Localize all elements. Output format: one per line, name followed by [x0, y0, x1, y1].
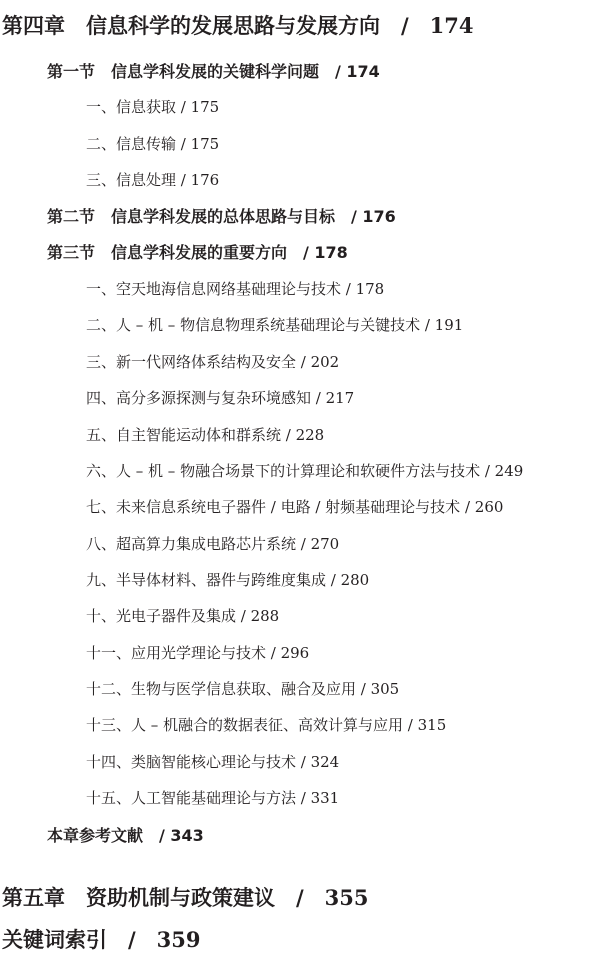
- toc-item: 五、自主智能运动体和群系统 / 228: [86, 426, 325, 444]
- toc-item: 十三、人 – 机融合的数据表征、高效计算与应用 / 315: [86, 716, 447, 734]
- toc-item: 一、信息获取 / 175: [86, 98, 220, 116]
- toc-item: 十一、应用光学理论与技术 / 296: [86, 644, 310, 662]
- toc-section-1: 第一节 信息学科发展的关键科学问题 / 174: [47, 62, 380, 81]
- toc-item: 十、光电子器件及集成 / 288: [86, 607, 280, 625]
- toc-section-3: 第三节 信息学科发展的重要方向 / 178: [47, 243, 348, 262]
- toc-section-references: 本章参考文献 / 343: [47, 826, 204, 845]
- toc-chapter-5: 第五章 资助机制与政策建议 / 355: [2, 885, 369, 910]
- toc-item: 三、新一代网络体系结构及安全 / 202: [86, 353, 340, 371]
- toc-item: 二、信息传输 / 175: [86, 135, 220, 153]
- toc-item: 二、人 – 机 – 物信息物理系统基础理论与关键技术 / 191: [86, 316, 464, 334]
- toc-item: 一、空天地海信息网络基础理论与技术 / 178: [86, 280, 385, 298]
- toc-item: 十二、生物与医学信息获取、融合及应用 / 305: [86, 680, 400, 698]
- toc-item: 七、未来信息系统电子器件 / 电路 / 射频基础理论与技术 / 260: [86, 498, 504, 516]
- toc-item: 六、人 – 机 – 物融合场景下的计算理论和软硬件方法与技术 / 249: [86, 462, 524, 480]
- toc-item: 八、超高算力集成电路芯片系统 / 270: [86, 535, 340, 553]
- toc-keyword-index: 关键词索引 / 359: [2, 927, 201, 952]
- toc-section-2: 第二节 信息学科发展的总体思路与目标 / 176: [47, 207, 396, 226]
- toc-item: 十五、人工智能基础理论与方法 / 331: [86, 789, 340, 807]
- toc-item: 三、信息处理 / 176: [86, 171, 220, 189]
- toc-item: 四、高分多源探测与复杂环境感知 / 217: [86, 389, 355, 407]
- toc-chapter-4: 第四章 信息科学的发展思路与发展方向 / 174: [2, 13, 474, 38]
- toc-item: 十四、类脑智能核心理论与技术 / 324: [86, 753, 340, 771]
- toc-item: 九、半导体材料、器件与跨维度集成 / 280: [86, 571, 370, 589]
